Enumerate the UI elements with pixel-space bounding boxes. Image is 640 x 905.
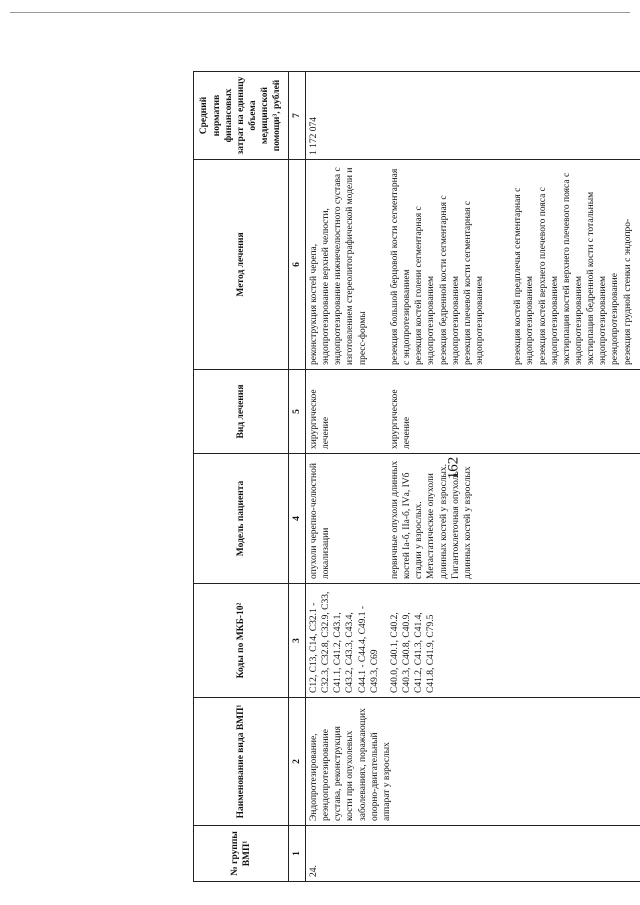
treatment-method-item: экстирпация костей верхнего плечевого пояса с эндопротезированием	[561, 172, 584, 365]
table-row	[306, 72, 387, 882]
treatment-method-item: резекция костей предплечья сегментарная с эндопротезированием	[513, 187, 536, 365]
treatment-method-item: резекция плечевой кости сегментарная с эндопротезированием	[462, 200, 486, 365]
treatment-method-item: резекция бедренной кости сегментарная с эндопротезированием	[438, 195, 461, 365]
patient-model-cell: опухоли черепно-челюстной локализации	[306, 454, 387, 584]
column-number: 3	[289, 584, 306, 698]
header-row	[194, 72, 289, 882]
treatment-method-cell	[387, 160, 640, 370]
treatment-method-item: резекция большой берцовой кости сегментарная с эндопротезированием	[389, 168, 413, 365]
treatment-method-item: реэндопротезирование	[610, 273, 621, 365]
vmp-name-cell: Эндопротезирование, реэндопротезирование сустава, реконструкция кости при опухолевых заболеваниях, поражающих опорно-двигательный аппарат у взрослых	[306, 698, 640, 826]
header-group-number: № группы ВМП¹	[194, 826, 289, 882]
treatment-method-cell	[306, 160, 387, 370]
treatment-type-cell: хирургическое лечение	[387, 370, 640, 454]
header-vmp-name: Наименование вида ВМП¹	[194, 698, 289, 826]
column-number: 7	[289, 72, 306, 160]
header-treatment-method: Метод лечения	[194, 160, 289, 370]
group-number-cell: 24.	[306, 826, 640, 882]
treatment-method-item: реконструкция костей черепа, эндопротезирование верхней челюсти, эндопротезирование нижнечелюстного сустава с изготовлением стереолитографической модели и пресс-формы	[309, 167, 368, 365]
column-number-row	[289, 72, 306, 882]
rotated-page-content	[193, 12, 633, 882]
column-number: 1	[289, 826, 306, 882]
column-number: 5	[289, 370, 306, 454]
header-icd-codes: Коды по МКБ-10²	[194, 584, 289, 698]
patient-model-cell: первичные опухоли длинных костей Iа-б, IIа-б, IVа, IVб стадии у взрослых. Метастатические опухоли длинных костей у взрослых. Гигантоклеточная опухоль длинных костей у взрослых	[387, 454, 640, 584]
column-number: 6	[289, 160, 306, 370]
vmp-table	[193, 71, 640, 882]
treatment-method-item: резекция костей верхнего плечевого пояса с эндопротезированием	[537, 187, 560, 365]
header-treatment-type: Вид лечения	[194, 370, 289, 454]
treatment-type-cell: хирургическое лечение	[306, 370, 387, 454]
page-number: 162	[445, 456, 462, 480]
column-number: 2	[289, 698, 306, 826]
treatment-method-item: экстирпация бедренной кости с тотальным эндопротезированием	[586, 191, 609, 365]
column-number: 4	[289, 454, 306, 584]
treatment-method-item: резекция грудной стенки с эндопро-	[622, 218, 633, 365]
header-cost-norm: Средний норматив финансовых затрат на единицу объема медицинской помощи³, рублей	[194, 72, 289, 160]
header-patient-model: Модель пациента	[194, 454, 289, 584]
icd-codes-cell: C40.0, C40.1, C40.2, C40.3, C40.8, C40.9, C41.2, C41.3, C41.4, C41.8, C41.9, C79.5	[387, 584, 640, 698]
treatment-method-item: резекция костей голени сегментарная с эндопротезированием	[414, 206, 437, 365]
icd-codes-cell: C12, C13, C14, C32.1 - C32.3, C32.8, C32.9, C33, C41.1, C41.2, C43.1, C43.2, C43.3, C43.4, C44.1 - C44.4, C49.1 - C49.3, C69	[306, 584, 387, 698]
cost-cell: 1 172 074	[306, 72, 640, 160]
